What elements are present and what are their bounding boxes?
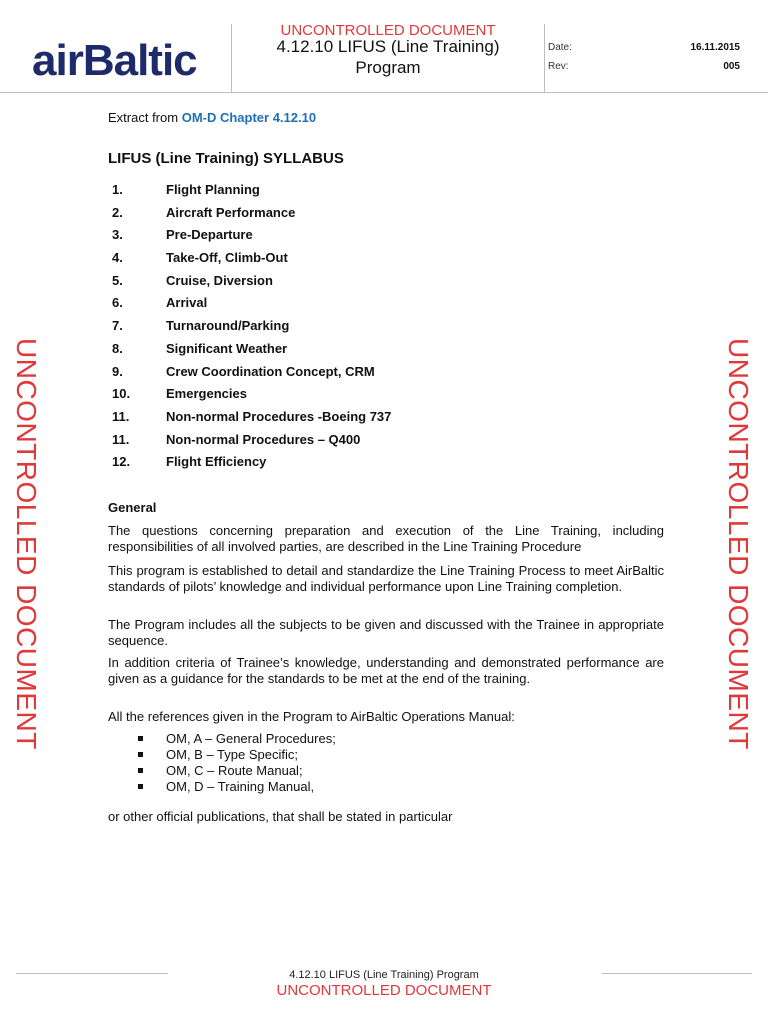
general-paragraph-2: This program is established to detail and standardize the Line Training Process to meet AirBaltic standards of pilots’ knowledge and individual performance upon Line Training completion. [108, 563, 664, 594]
uncontrolled-watermark-left: UNCONTROLLED DOCUMENT [11, 338, 42, 750]
syllabus-item-text: Crew Coordination Concept, CRM [166, 363, 375, 379]
general-paragraph-6: or other official publications, that shall be stated in particular [108, 809, 453, 824]
syllabus-item-number: 3. [112, 227, 123, 243]
syllabus-item-number: 12. [112, 454, 131, 470]
syllabus-item-number: 2. [112, 204, 123, 220]
syllabus-item-number: 9. [112, 363, 123, 379]
syllabus-item-number: 11. [112, 408, 130, 424]
square-bullet-icon [138, 768, 143, 773]
list-item-text: OM, D – Training Manual, [166, 779, 315, 794]
general-paragraph-1: The questions concerning preparation and execution of the Line Training, including responsibilities of all involved parties, are described in the Line Training Procedure [108, 523, 664, 554]
syllabus-item-number: 5. [112, 272, 123, 288]
document-title [232, 36, 544, 78]
syllabus-item-text: Non-normal Procedures -Boeing 737 [166, 408, 392, 424]
document-title-line1: 4.12.10 LIFUS (Line Training) [276, 37, 500, 56]
om-d-chapter-link[interactable]: OM-D Chapter 4.12.10 [181, 110, 317, 125]
uncontrolled-watermark-right: UNCONTROLLED DOCUMENT [723, 338, 754, 750]
square-bullet-icon [138, 784, 143, 789]
footer-title: 4.12.10 LIFUS (Line Training) Program [289, 969, 479, 981]
square-bullet-icon [138, 736, 143, 741]
rev-label: Rev: [548, 61, 569, 72]
syllabus-item-number: 11. [112, 431, 130, 447]
date-value: 16.11.2015 [690, 42, 740, 53]
general-paragraph-4: In addition criteria of Trainee’s knowledge, understanding and demonstrated performance are given as a guidance for the standards to be met at the end of the training. [108, 655, 664, 686]
date-label: Date: [548, 42, 572, 53]
header-bottom-rule [0, 92, 768, 93]
syllabus-item-text: Flight Efficiency [166, 454, 267, 470]
uncontrolled-footer-stamp: UNCONTROLLED DOCUMENT [276, 982, 492, 999]
syllabus-item-number: 6. [112, 295, 123, 311]
general-paragraph-5: All the references given in the Program to AirBaltic Operations Manual: [108, 709, 515, 724]
syllabus-item-number: 8. [112, 340, 123, 356]
syllabus-title: LIFUS (Line Training) SYLLABUS [108, 150, 344, 167]
syllabus-item-text: Arrival [166, 295, 208, 311]
airbaltic-logo: airBaltic [32, 36, 197, 85]
syllabus-item-text: Pre-Departure [166, 227, 253, 243]
syllabus-item-text: Emergencies [166, 386, 247, 402]
extract-prefix: Extract from [108, 110, 179, 125]
rev-value: 005 [723, 61, 740, 72]
syllabus-item-text: Take-Off, Climb-Out [166, 250, 288, 266]
list-item-text: OM, B – Type Specific; [166, 747, 298, 762]
syllabus-item-number: 7. [112, 318, 123, 334]
document-title-line2: Program [355, 58, 421, 77]
header-divider [544, 24, 545, 92]
syllabus-item-text: Non-normal Procedures – Q400 [166, 431, 361, 447]
extract-line [108, 110, 316, 125]
general-heading: General [108, 500, 157, 515]
syllabus-item-text: Significant Weather [166, 340, 288, 356]
syllabus-item-text: Aircraft Performance [166, 204, 296, 220]
uncontrolled-header-stamp: UNCONTROLLED DOCUMENT [280, 22, 496, 39]
list-item-text: OM, C – Route Manual; [166, 763, 303, 778]
syllabus-item-text: Flight Planning [166, 182, 260, 197]
syllabus-item-number: 10. [112, 386, 131, 402]
syllabus-item-text: Turnaround/Parking [166, 318, 290, 334]
syllabus-item-text: Cruise, Diversion [166, 272, 273, 288]
list-item-text: OM, A – General Procedures; [166, 731, 336, 746]
syllabus-item-number: 4. [112, 250, 123, 266]
syllabus-item-number: 1. [112, 182, 123, 197]
general-paragraph-3: The Program includes all the subjects to be given and discussed with the Trainee in appropriate sequence. [108, 617, 664, 648]
square-bullet-icon [138, 752, 143, 757]
